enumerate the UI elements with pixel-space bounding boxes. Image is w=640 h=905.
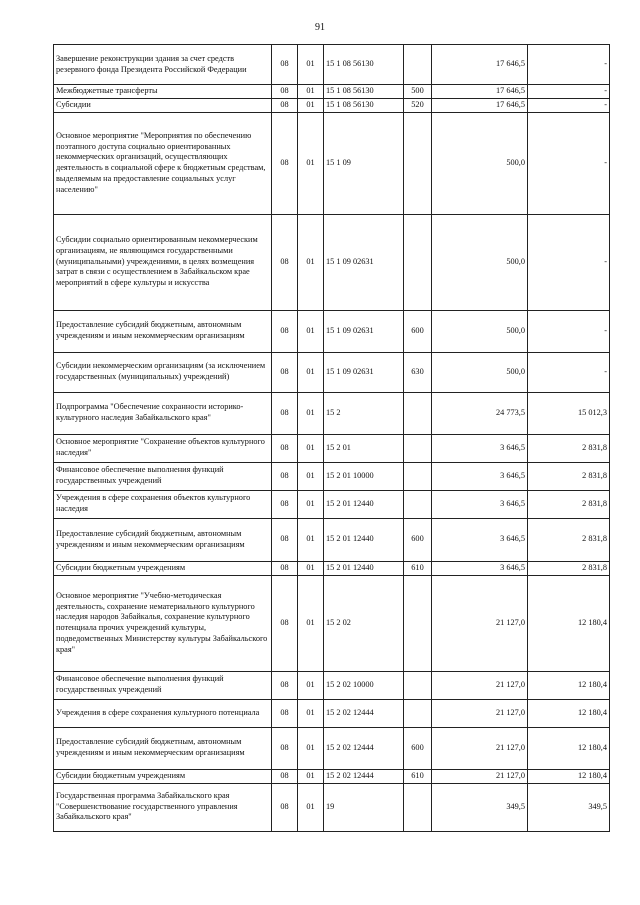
cell-expense-type: 600 [404,727,432,769]
cell-expense-type [404,699,432,727]
cell-section: 08 [272,699,298,727]
cell-amount-2: 12 180,4 [528,699,610,727]
table-row [54,490,610,518]
cell-amount-2: 2 831,8 [528,518,610,561]
cell-amount-1: 349,5 [432,783,528,831]
cell-amount-2: 12 180,4 [528,769,610,783]
cell-expense-type: 600 [404,518,432,561]
cell-amount-1: 500,0 [432,112,528,214]
cell-amount-1: 21 127,0 [432,699,528,727]
cell-expense-type [404,112,432,214]
cell-amount-1: 17 646,5 [432,45,528,85]
cell-subsection: 01 [298,45,324,85]
cell-section: 08 [272,352,298,392]
cell-expense-type: 520 [404,98,432,112]
cell-subsection: 01 [298,561,324,575]
cell-name: Предоставление субсидий бюджетным, автономным учреждениям и иным некоммерческим организациям [54,518,272,561]
cell-amount-2: 2 831,8 [528,462,610,490]
cell-target-article: 15 1 09 02631 [324,352,404,392]
cell-amount-2: - [528,85,610,99]
cell-name: Завершение реконструкции здания за счет средств резервного фонда Президента Российской Федерации [54,45,272,85]
cell-target-article: 19 [324,783,404,831]
cell-amount-1: 21 127,0 [432,671,528,699]
cell-target-article: 15 1 08 56130 [324,85,404,99]
cell-subsection: 01 [298,699,324,727]
cell-amount-1: 17 646,5 [432,98,528,112]
cell-name: Основное мероприятие "Учебно-методическая деятельность, сохранение нематериального культурного наследия народов Забайкалья, сохранение культурного потенциала прочих учреждений культуры, подведомственных Министерству культуры Забайкальского края" [54,575,272,671]
cell-target-article: 15 1 09 02631 [324,310,404,352]
cell-subsection: 01 [298,85,324,99]
cell-amount-1: 3 646,5 [432,518,528,561]
cell-target-article: 15 2 01 12440 [324,518,404,561]
cell-target-article: 15 2 01 [324,434,404,462]
cell-subsection: 01 [298,462,324,490]
cell-name: Субсидии бюджетным учреждениям [54,769,272,783]
cell-name: Учреждения в сфере сохранения объектов культурного наследия [54,490,272,518]
cell-amount-1: 3 646,5 [432,462,528,490]
cell-name: Предоставление субсидий бюджетным, автономным учреждениям и иным некоммерческим организациям [54,727,272,769]
cell-amount-1: 3 646,5 [432,561,528,575]
cell-section: 08 [272,490,298,518]
cell-section: 08 [272,462,298,490]
cell-section: 08 [272,214,298,310]
cell-subsection: 01 [298,518,324,561]
table-row [54,214,610,310]
cell-expense-type: 610 [404,561,432,575]
cell-section: 08 [272,769,298,783]
cell-expense-type: 600 [404,310,432,352]
budget-table [53,44,610,832]
cell-amount-2: - [528,214,610,310]
cell-amount-1: 21 127,0 [432,769,528,783]
cell-amount-1: 24 773,5 [432,392,528,434]
cell-target-article: 15 2 02 12444 [324,727,404,769]
cell-expense-type: 500 [404,85,432,99]
table-row [54,671,610,699]
cell-expense-type [404,214,432,310]
cell-name: Государственная программа Забайкальского края "Совершенствование государственного управления Забайкальского края" [54,783,272,831]
cell-section: 08 [272,434,298,462]
cell-amount-1: 500,0 [432,310,528,352]
cell-expense-type [404,671,432,699]
table-row [54,518,610,561]
cell-section: 08 [272,671,298,699]
cell-amount-2: - [528,310,610,352]
table-row [54,575,610,671]
table-body [54,45,610,832]
cell-amount-2: 2 831,8 [528,561,610,575]
cell-target-article: 15 1 09 02631 [324,214,404,310]
table-row [54,352,610,392]
cell-section: 08 [272,310,298,352]
cell-target-article: 15 2 [324,392,404,434]
cell-expense-type [404,434,432,462]
table-row [54,45,610,85]
cell-subsection: 01 [298,783,324,831]
cell-section: 08 [272,85,298,99]
cell-name: Субсидии социально ориентированным некоммерческим организациям, не являющимся государственными (муниципальными) учреждениями, в целях возмещения затрат в связи с осуществлением в Забайкальском крае мероприятий в сфере культуры и искусства [54,214,272,310]
cell-target-article: 15 2 02 12444 [324,769,404,783]
cell-target-article: 15 2 02 10000 [324,671,404,699]
cell-section: 08 [272,727,298,769]
table-row [54,727,610,769]
cell-amount-2: 15 012,3 [528,392,610,434]
cell-amount-1: 3 646,5 [432,490,528,518]
cell-amount-1: 21 127,0 [432,727,528,769]
cell-section: 08 [272,98,298,112]
cell-amount-2: - [528,45,610,85]
cell-amount-2: 349,5 [528,783,610,831]
cell-name: Учреждения в сфере сохранения культурного потенциала [54,699,272,727]
cell-subsection: 01 [298,490,324,518]
cell-expense-type [404,392,432,434]
cell-section: 08 [272,561,298,575]
table-row [54,85,610,99]
cell-name: Межбюджетные трансферты [54,85,272,99]
cell-name: Подпрограмма "Обеспечение сохранности историко-культурного наследия Забайкальского края" [54,392,272,434]
cell-section: 08 [272,575,298,671]
cell-name: Основное мероприятие "Мероприятия по обеспечению поэтапного доступа социально ориентированных некоммерческих организаций, осуществляющих деятельность в социальной сфере к бюджетным средствам, выделяемым на предоставление социальных услуг населению" [54,112,272,214]
cell-amount-2: - [528,112,610,214]
cell-expense-type [404,462,432,490]
cell-name: Финансовое обеспечение выполнения функций государственных учреждений [54,671,272,699]
cell-amount-1: 500,0 [432,352,528,392]
cell-section: 08 [272,783,298,831]
cell-amount-2: - [528,98,610,112]
cell-expense-type: 630 [404,352,432,392]
cell-subsection: 01 [298,671,324,699]
cell-target-article: 15 2 01 10000 [324,462,404,490]
cell-section: 08 [272,392,298,434]
cell-section: 08 [272,112,298,214]
table-row [54,434,610,462]
cell-expense-type: 610 [404,769,432,783]
cell-subsection: 01 [298,98,324,112]
cell-name: Субсидии [54,98,272,112]
cell-expense-type [404,45,432,85]
cell-target-article: 15 1 08 56130 [324,98,404,112]
cell-subsection: 01 [298,575,324,671]
cell-name: Субсидии бюджетным учреждениям [54,561,272,575]
cell-target-article: 15 1 08 56130 [324,45,404,85]
cell-amount-2: 2 831,8 [528,434,610,462]
cell-amount-1: 500,0 [432,214,528,310]
cell-target-article: 15 2 01 12440 [324,490,404,518]
cell-subsection: 01 [298,769,324,783]
table-row [54,98,610,112]
cell-subsection: 01 [298,352,324,392]
cell-name: Субсидии некоммерческим организациям (за исключением государственных (муниципальных) учреждений) [54,352,272,392]
cell-amount-1: 21 127,0 [432,575,528,671]
table-row [54,392,610,434]
cell-section: 08 [272,45,298,85]
table-row [54,112,610,214]
table-row [54,783,610,831]
cell-subsection: 01 [298,727,324,769]
table-row [54,310,610,352]
cell-subsection: 01 [298,434,324,462]
cell-expense-type [404,575,432,671]
cell-subsection: 01 [298,112,324,214]
cell-target-article: 15 2 02 [324,575,404,671]
cell-name: Предоставление субсидий бюджетным, автономным учреждениям и иным некоммерческим организациям [54,310,272,352]
cell-amount-2: 2 831,8 [528,490,610,518]
cell-name: Финансовое обеспечение выполнения функций государственных учреждений [54,462,272,490]
table-row [54,699,610,727]
table-row [54,769,610,783]
cell-amount-1: 3 646,5 [432,434,528,462]
cell-subsection: 01 [298,214,324,310]
cell-subsection: 01 [298,310,324,352]
cell-amount-2: - [528,352,610,392]
table-row [54,462,610,490]
cell-target-article: 15 2 01 12440 [324,561,404,575]
cell-amount-2: 12 180,4 [528,671,610,699]
cell-subsection: 01 [298,392,324,434]
cell-expense-type [404,490,432,518]
cell-target-article: 15 2 02 12444 [324,699,404,727]
cell-section: 08 [272,518,298,561]
cell-amount-2: 12 180,4 [528,727,610,769]
cell-name: Основное мероприятие "Сохранение объектов культурного наследия" [54,434,272,462]
cell-amount-1: 17 646,5 [432,85,528,99]
table-row [54,561,610,575]
cell-target-article: 15 1 09 [324,112,404,214]
cell-expense-type [404,783,432,831]
page-number: 91 [315,22,325,33]
cell-amount-2: 12 180,4 [528,575,610,671]
